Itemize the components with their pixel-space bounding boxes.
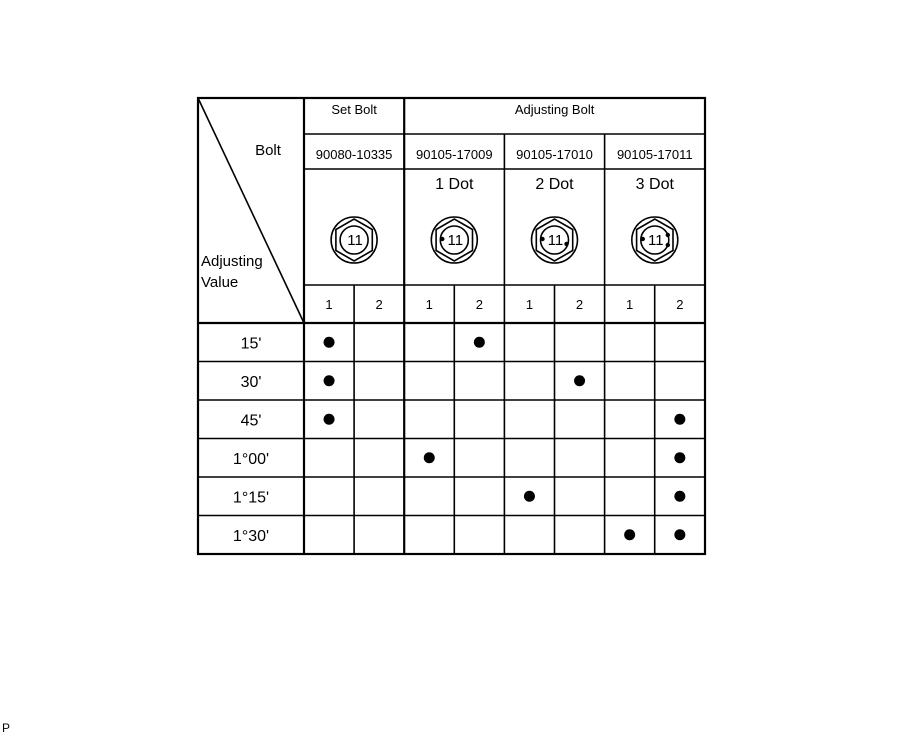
selection-dot-icon [324, 375, 335, 386]
adjusting-value-label: 1°00' [232, 450, 270, 468]
group-header-set-bolt: Set Bolt [331, 102, 377, 117]
bolt-head-icon [632, 217, 678, 263]
dot-count-label: 2 Dot [535, 176, 574, 193]
selection-dot-icon [524, 491, 535, 502]
subcolumn-label: 2 [475, 297, 483, 312]
bolt-head-icon [431, 217, 477, 263]
bolt-grade-number: 11 [447, 232, 464, 249]
subcolumn-label: 1 [525, 297, 534, 312]
adjusting-value-label: 45' [240, 412, 262, 430]
selection-dot-icon [674, 414, 685, 425]
bolt-mark-dot-icon [641, 237, 645, 241]
bolt-grade-number: 11 [547, 232, 564, 249]
selection-dot-icon [424, 452, 435, 463]
bolt-mark-dot-icon [666, 243, 670, 247]
bolt-mark-dot-icon [540, 237, 544, 241]
subcolumn-label: 1 [325, 297, 333, 312]
subcolumn-label: 2 [375, 297, 383, 312]
selection-dot-icon [574, 375, 585, 386]
corner-value-label: Value [201, 274, 239, 291]
subcolumn-label: 2 [575, 297, 584, 312]
selection-dot-icon [674, 452, 685, 463]
subcolumn-label: 1 [425, 297, 433, 312]
part-number-label: 90080-10335 [315, 147, 393, 162]
subcolumn-label: 2 [676, 297, 684, 312]
part-number-label: 90105-17010 [516, 147, 593, 162]
adjusting-value-label: 1°30' [232, 527, 270, 545]
bolt-head-icon [532, 217, 578, 263]
selection-dot-icon [674, 491, 685, 502]
table-border [198, 98, 705, 554]
part-number-label: 90105-17011 [616, 147, 693, 162]
selection-dot-icon [674, 529, 685, 540]
subcolumn-label: 1 [626, 297, 634, 312]
bolt-head-icon [331, 217, 377, 263]
adjusting-value-label: 1°15' [232, 489, 270, 507]
selection-dot-icon [324, 414, 335, 425]
corner-bolt-label: Bolt [255, 142, 281, 159]
bolt-mark-dot-icon [666, 233, 670, 237]
bolt-grade-number: 11 [648, 232, 664, 249]
dot-count-label: 3 Dot [635, 176, 674, 193]
group-header-adjusting-bolt: Adjusting Bolt [514, 102, 595, 117]
dot-count-label: 1 Dot [435, 176, 474, 193]
corner-adjusting-label: Adjusting [201, 253, 263, 270]
selection-dot-icon [624, 529, 635, 540]
table-grid [198, 98, 705, 554]
part-number-label: 90105-17009 [415, 147, 493, 162]
selection-dot-icon [324, 337, 335, 348]
bolt-grade-number: 11 [347, 232, 363, 249]
selection-dot-icon [474, 337, 485, 348]
corner-mark: P [2, 721, 11, 735]
adjusting-value-label: 15' [240, 335, 262, 353]
bolt-mark-dot-icon [564, 242, 568, 246]
adjusting-value-label: 30' [240, 373, 262, 391]
bolt-mark-dot-icon [440, 237, 444, 241]
